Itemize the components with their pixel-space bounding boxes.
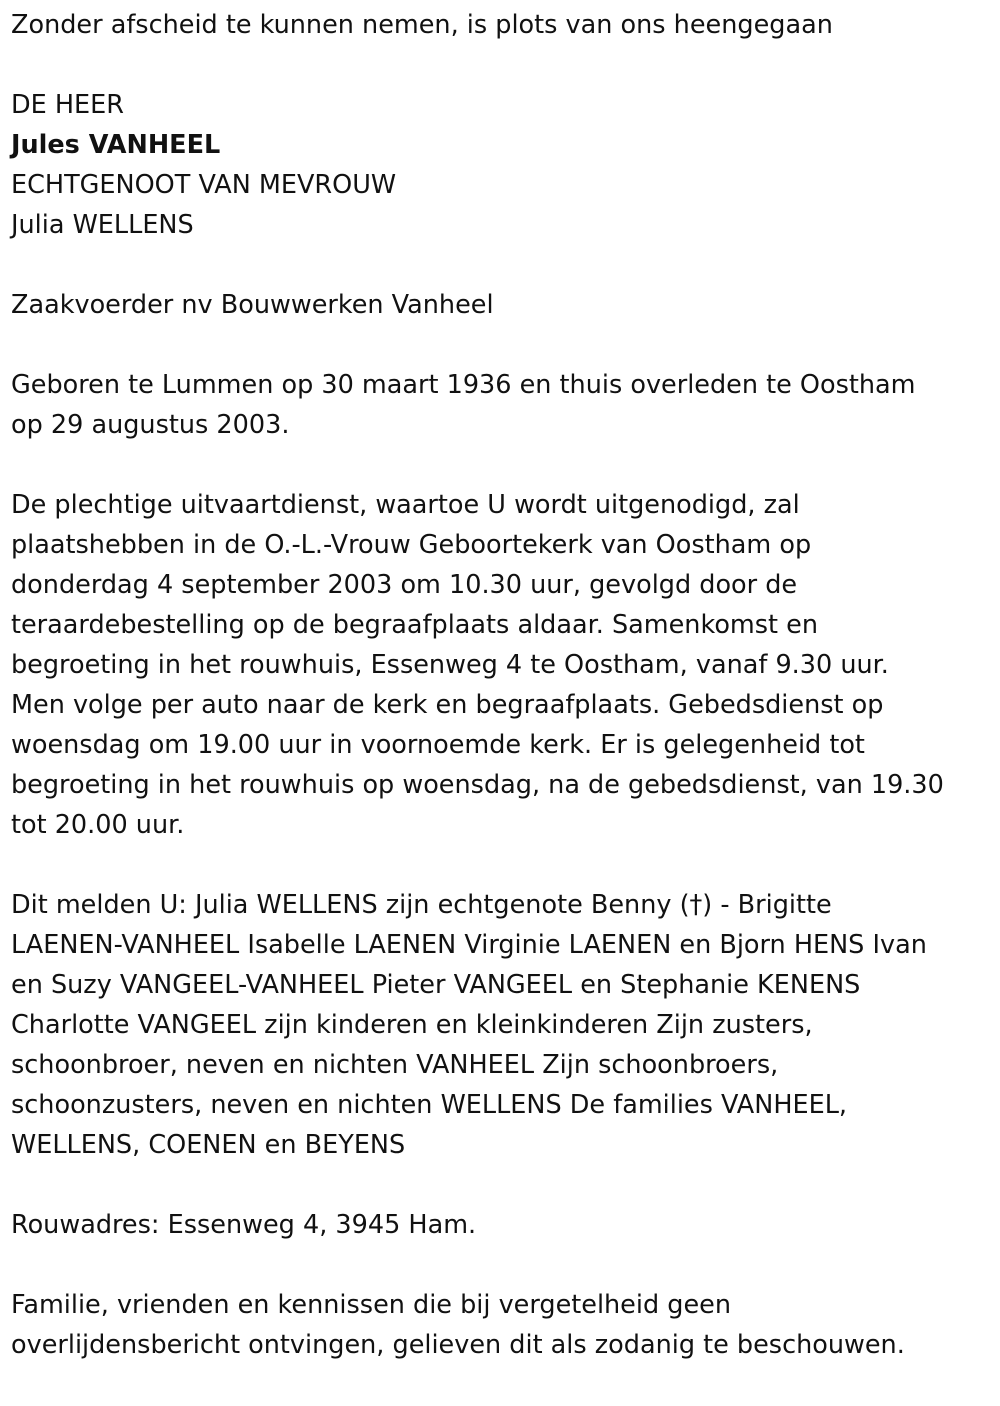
- spouse-label: ECHTGENOOT VAN MEVROUW: [11, 170, 397, 200]
- paragraph-line: Familie, vrienden en kennissen die bij vergetelheid geen: [11, 1290, 731, 1320]
- occupation-text: Zaakvoerder nv Bouwwerken Vanheel: [11, 290, 494, 320]
- spacer: [11, 245, 1000, 285]
- honorific-title: DE HEER: [11, 90, 124, 120]
- paragraph-line: De plechtige uitvaartdienst, waartoe U wordt uitgenodigd, zal: [11, 490, 800, 520]
- paragraph-line: begroeting in het rouwhuis, Essenweg 4 te Oostham, vanaf 9.30 uur.: [11, 650, 889, 680]
- spacer: [11, 445, 1000, 485]
- paragraph-line: overlijdensbericht ontvingen, gelieven dit als zodanig te beschouwen.: [11, 1330, 905, 1360]
- mourning-address: Rouwadres: Essenweg 4, 3945 Ham.: [11, 1210, 477, 1240]
- spacer: [11, 1165, 1000, 1205]
- paragraph-line: WELLENS, COENEN en BEYENS: [11, 1130, 406, 1160]
- paragraph-line: schoonzusters, neven en nichten WELLENS De families VANHEEL,: [11, 1090, 848, 1120]
- paragraph-line: teraardebestelling op de begraafplaats aldaar. Samenkomst en: [11, 610, 818, 640]
- deceased-name: Jules VANHEEL: [11, 130, 221, 160]
- paragraph-line: en Suzy VANGEEL-VANHEEL Pieter VANGEEL en Stephanie KENENS: [11, 970, 861, 1000]
- paragraph-line: Geboren te Lummen op 30 maart 1936 en thuis overleden te Oostham: [11, 370, 916, 400]
- family-paragraph: [11, 885, 1000, 1165]
- spacer: [11, 325, 1000, 365]
- spouse-name: Julia WELLENS: [11, 210, 194, 240]
- paragraph-line: tot 20.00 uur.: [11, 810, 185, 840]
- intro-text: Zonder afscheid te kunnen nemen, is plots van ons heengegaan: [11, 10, 833, 40]
- closing-paragraph: [11, 1285, 1000, 1365]
- paragraph-line: Charlotte VANGEEL zijn kinderen en kleinkinderen Zijn zusters,: [11, 1010, 813, 1040]
- paragraph-line: schoonbroer, neven en nichten VANHEEL Zijn schoonbroers,: [11, 1050, 779, 1080]
- birth-death-paragraph: [11, 365, 1000, 445]
- paragraph-line: Men volge per auto naar de kerk en begraafplaats. Gebedsdienst op: [11, 690, 884, 720]
- paragraph-line: plaatshebben in de O.-L.-Vrouw Geboortekerk van Oostham op: [11, 530, 812, 560]
- paragraph-line: op 29 augustus 2003.: [11, 410, 290, 440]
- paragraph-line: Dit melden U: Julia WELLENS zijn echtgenote Benny (†) - Brigitte: [11, 890, 832, 920]
- paragraph-line: donderdag 4 september 2003 om 10.30 uur, gevolgd door de: [11, 570, 798, 600]
- paragraph-line: begroeting in het rouwhuis op woensdag, na de gebedsdienst, van 19.30: [11, 770, 944, 800]
- paragraph-line: LAENEN-VANHEEL Isabelle LAENEN Virginie LAENEN en Bjorn HENS Ivan: [11, 930, 927, 960]
- spacer: [11, 45, 1000, 85]
- spacer: [11, 1245, 1000, 1285]
- funeral-service-paragraph: [11, 485, 1000, 845]
- spacer: [11, 845, 1000, 885]
- paragraph-line: woensdag om 19.00 uur in voornoemde kerk. Er is gelegenheid tot: [11, 730, 865, 760]
